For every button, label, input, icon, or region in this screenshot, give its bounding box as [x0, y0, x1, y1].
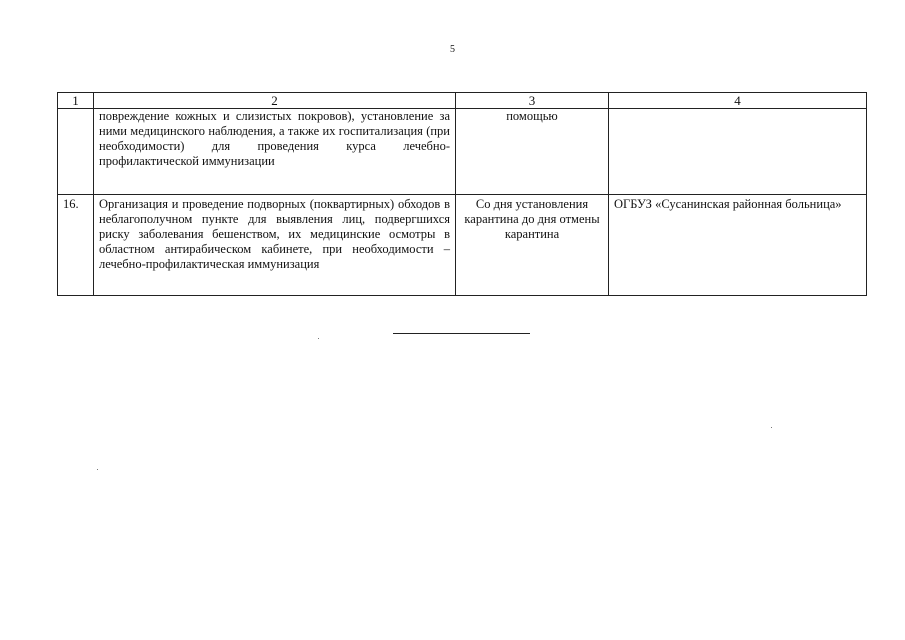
term-cell: Со дня установления карантина до дня отмены карантина	[456, 195, 609, 296]
measure-cell: Организация и проведение подворных (поквартирных) обходов в неблагополучном пункте для выявления лиц, подвергшихся риску заболевания бешенством, их медицинские осмотры в областном антирабическом кабинете, при необходимости – лечебно-профилактическая иммунизация	[94, 195, 456, 296]
table-header-row	[58, 93, 867, 109]
column-header-4: 4	[609, 93, 867, 109]
scan-speck	[318, 338, 319, 339]
measure-cell: повреждение кожных и слизистых покровов), установление за ними медицинского наблюдения, а также их госпитализация (при необходимости) для проведения курса лечебно-профилактической иммунизации	[94, 109, 456, 195]
executor-cell	[609, 109, 867, 195]
row-number-cell	[58, 109, 94, 195]
closing-rule	[393, 333, 530, 334]
term-cell: помощью	[456, 109, 609, 195]
column-header-2: 2	[94, 93, 456, 109]
table-row	[58, 195, 867, 296]
scan-speck	[771, 427, 772, 428]
scan-speck	[97, 469, 98, 470]
executor-cell: ОГБУЗ «Сусанинская районная больница»	[609, 195, 867, 296]
column-header-1: 1	[58, 93, 94, 109]
page-number: 5	[450, 44, 455, 55]
column-header-3: 3	[456, 93, 609, 109]
measures-table	[57, 92, 867, 296]
table-row	[58, 109, 867, 195]
row-number-cell: 16.	[58, 195, 94, 296]
